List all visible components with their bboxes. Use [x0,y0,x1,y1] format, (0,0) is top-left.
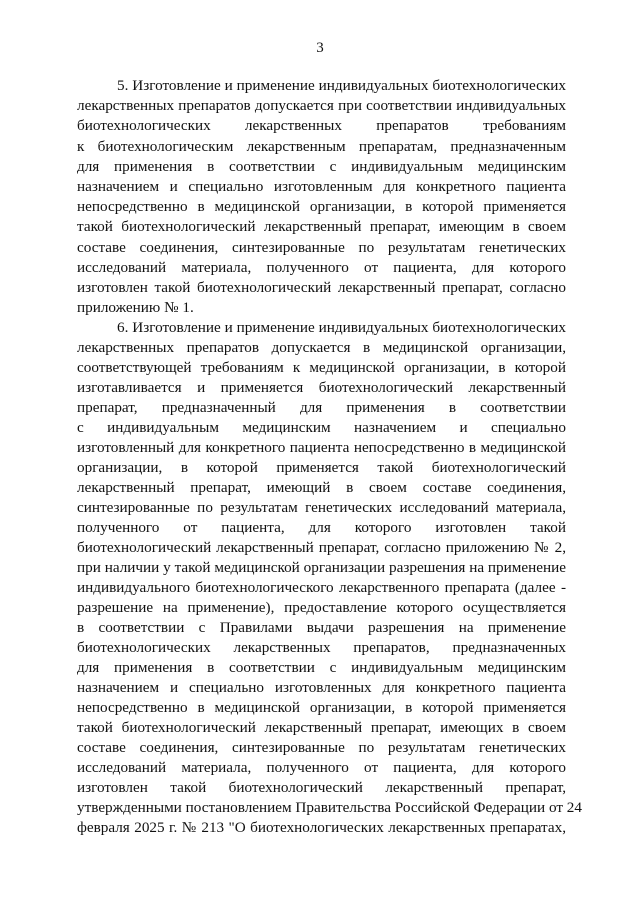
text-line: изготовлен такой биотехнологический лекарственный препарат, [77,779,566,796]
text-line: исследований материала, полученного от пациента, для которого [77,259,566,276]
text-line: индивидуального биотехнологического лекарственного препарата (далее - [77,579,566,596]
text-line: организации, в которой применяется такой биотехнологический [77,459,566,476]
text-line: назначением и специально изготовленных для конкретного пациента [77,679,566,696]
text-line: такой биотехнологический лекарственный препарат, имеющим в своем [77,218,566,235]
text-line: к биотехнологическим лекарственным препаратам, предназначенным [77,138,566,155]
text-line: составе соединения, синтезированные по результатам генетических [77,739,566,756]
text-line: назначением и специально изготовленным для конкретного пациента [77,178,566,195]
text-line: приложению № 1. [77,299,194,316]
text-line: биотехнологический лекарственный препарат, согласно приложению № 2, [77,539,566,556]
text-line: изготовлен такой биотехнологический лекарственный препарат, согласно [77,279,566,296]
text-line: 5. Изготовление и применение индивидуальных биотехнологических [117,77,566,94]
text-line: такой биотехнологический лекарственный препарат, имеющих в своем [77,719,566,736]
text-line: исследований материала, полученного от пациента, для которого [77,759,566,776]
text-line: в соответствии с Правилами выдачи разрешения на применение [77,619,566,636]
text-line: синтезированные по результатам генетических исследований материала, [77,499,566,516]
page-number: 3 [316,40,324,56]
text-line: для применения в соответствии с индивидуальным медицинским [77,659,566,676]
text-line: лекарственный препарат, имеющий в своем составе соединения, [77,479,566,496]
text-line: полученного от пациента, для которого изготовлен такой [77,519,566,536]
text-line: составе соединения, синтезированные по результатам генетических [77,239,566,256]
text-line: февраля 2025 г. № 213 "О биотехнологических лекарственных препаратах, [77,819,566,836]
text-line: препарат, предназначенный для применения в соответствии [77,399,566,416]
text-line: непосредственно в медицинской организации, в которой применяется [77,198,566,215]
text-line: непосредственно в медицинской организации, в которой применяется [77,699,566,716]
text-line: соответствующей требованиям к медицинской организации, в которой [77,359,566,376]
text-line: лекарственных препаратов допускается в медицинской организации, [77,339,566,356]
text-line: с индивидуальным медицинским назначением и специально [77,419,566,436]
text-line: изготавливается и применяется биотехнологический лекарственный [77,379,566,396]
text-line: утвержденными постановлением Правительства Российской Федерации от 24 [77,799,582,816]
text-line: изготовленный для конкретного пациента непосредственно в медицинской [77,439,566,456]
text-line: для применения в соответствии с индивидуальным медицинским [77,158,566,175]
text-line: разрешение на применение), предоставление которого осуществляется [77,599,566,616]
text-line: лекарственных препаратов допускается при соответствии индивидуальных [77,97,566,114]
text-line: 6. Изготовление и применение индивидуальных биотехнологических [117,319,566,336]
text-line: биотехнологических лекарственных препаратов требованиям [77,117,566,134]
text-line: при наличии у такой медицинской организации разрешения на применение [77,559,566,576]
text-line: биотехнологических лекарственных препаратов, предназначенных [77,639,566,656]
